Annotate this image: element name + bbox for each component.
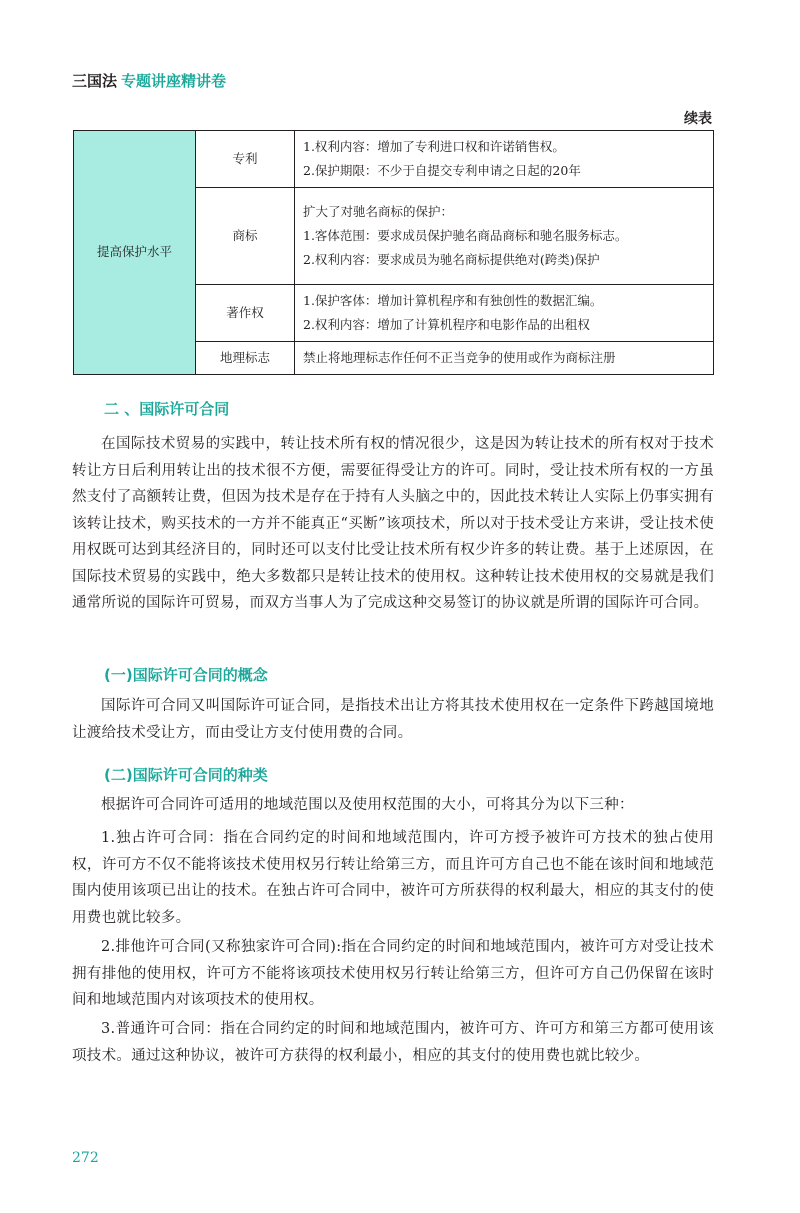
row-name: 专利 [196, 131, 295, 188]
row-content [295, 188, 714, 285]
content-line: 扩大了对驰名商标的保护： [303, 204, 454, 219]
content-line: 1.客体范围：要求成员保护驰名商品商标和驰名服务标志。 [303, 228, 628, 243]
section-heading: 二 、国际许可合同 [104, 400, 230, 418]
table-continued-label: 续表 [684, 111, 712, 127]
content-line: 2.权利内容：增加了计算机程序和电影作品的出租权 [303, 317, 590, 332]
list-item: 3.普通许可合同：指在合同约定的时间和地域范围内，被许可方、许可方和第三方都可使用该项技术。通过这种协议，被许可方获得的权利最小，相应的其支付的使用费也就比较少。 [72, 1021, 714, 1064]
content-line: 2.权利内容：要求成员为驰名商标提供绝对(跨类)保护 [303, 252, 600, 267]
row-content [295, 285, 714, 342]
content-line: 1.权利内容：增加了专利进口权和许诺销售权。 [303, 139, 565, 154]
concept-paragraph: 国际许可合同又叫国际许可证合同，是指技术出让方将其技术使用权在一定条件下跨越国境地让渡给技术受让方，而由受让方支付使用费的合同。 [72, 698, 714, 741]
content-line: 1.保护客体：增加计算机程序和有独创性的数据汇编。 [303, 293, 603, 308]
content-line: 禁止将地理标志作任何不正当竞争的使用或作为商标注册 [303, 350, 616, 365]
types-intro-paragraph: 根据许可合同许可适用的地域范围以及使用权范围的大小，可将其分为以下三种： [101, 797, 634, 813]
row-content [295, 131, 714, 188]
row-name: 地理标志 [196, 342, 295, 375]
page-number: 272 [72, 1150, 99, 1166]
protection-table [73, 130, 714, 375]
table-row [74, 131, 714, 188]
subsection-heading: (二)国际许可合同的种类 [104, 766, 268, 784]
intro-paragraph: 在国际技术贸易的实践中，转让技术所有权的情况很少，这是因为转让技术的所有权对于技术转让方日后利用转让出的技术很不方便，需要征得受让方的许可。同时，受让技术所有权的一方虽然支付了高额转让费，但因为技术是存在于持有人头脑之中的，因此技术转让人实际上仍事实拥有该转让技术，购买技术的一方并不能真正“买断”该项技术，所以对于技术受让方来讲，受让技术使用权既可达到其经济目的，同时还可以支付比受让技术所有权少许多的转让费。基于上述原因，在国际技术贸易的实践中，绝大多数都只是转让技术的使用权。这种转让技术使用权的交易就是我们通常所说的国际许可贸易，而双方当事人为了完成这种交易签订的协议就是所谓的国际许可合同。 [72, 436, 714, 611]
subsection-heading: (一)国际许可合同的概念 [104, 666, 268, 684]
series-title: 专题讲座精讲卷 [121, 72, 227, 90]
row-name: 著作权 [196, 285, 295, 342]
running-header [72, 70, 226, 91]
book-title: 三国法 [72, 72, 118, 90]
list-item: 1.独占许可合同：指在合同约定的时间和地域范围内，许可方授予被许可方技术的独占使用权，许可方不仅不能将该技术使用权另行转让给第三方，而且许可方自己也不能在该时间和地域范围内使用该项已出让的技术。在独占许可合同中，被许可方所获得的权利最大，相应的其支付的使用费也就比较多。 [72, 830, 714, 926]
row-name: 商标 [196, 188, 295, 285]
category-cell: 提高保护水平 [74, 131, 196, 375]
content-line: 2.保护期限：不少于自提交专利申请之日起的20年 [303, 163, 581, 178]
row-content [295, 342, 714, 375]
list-item: 2.排他许可合同(又称独家许可合同):指在合同约定的时间和地域范围内，被许可方对受让技术拥有排他的使用权，许可方不能将该项技术使用权另行转让给第三方，但许可方自己仍保留在该时间和地域范围内对该项技术的使用权。 [72, 939, 714, 1008]
